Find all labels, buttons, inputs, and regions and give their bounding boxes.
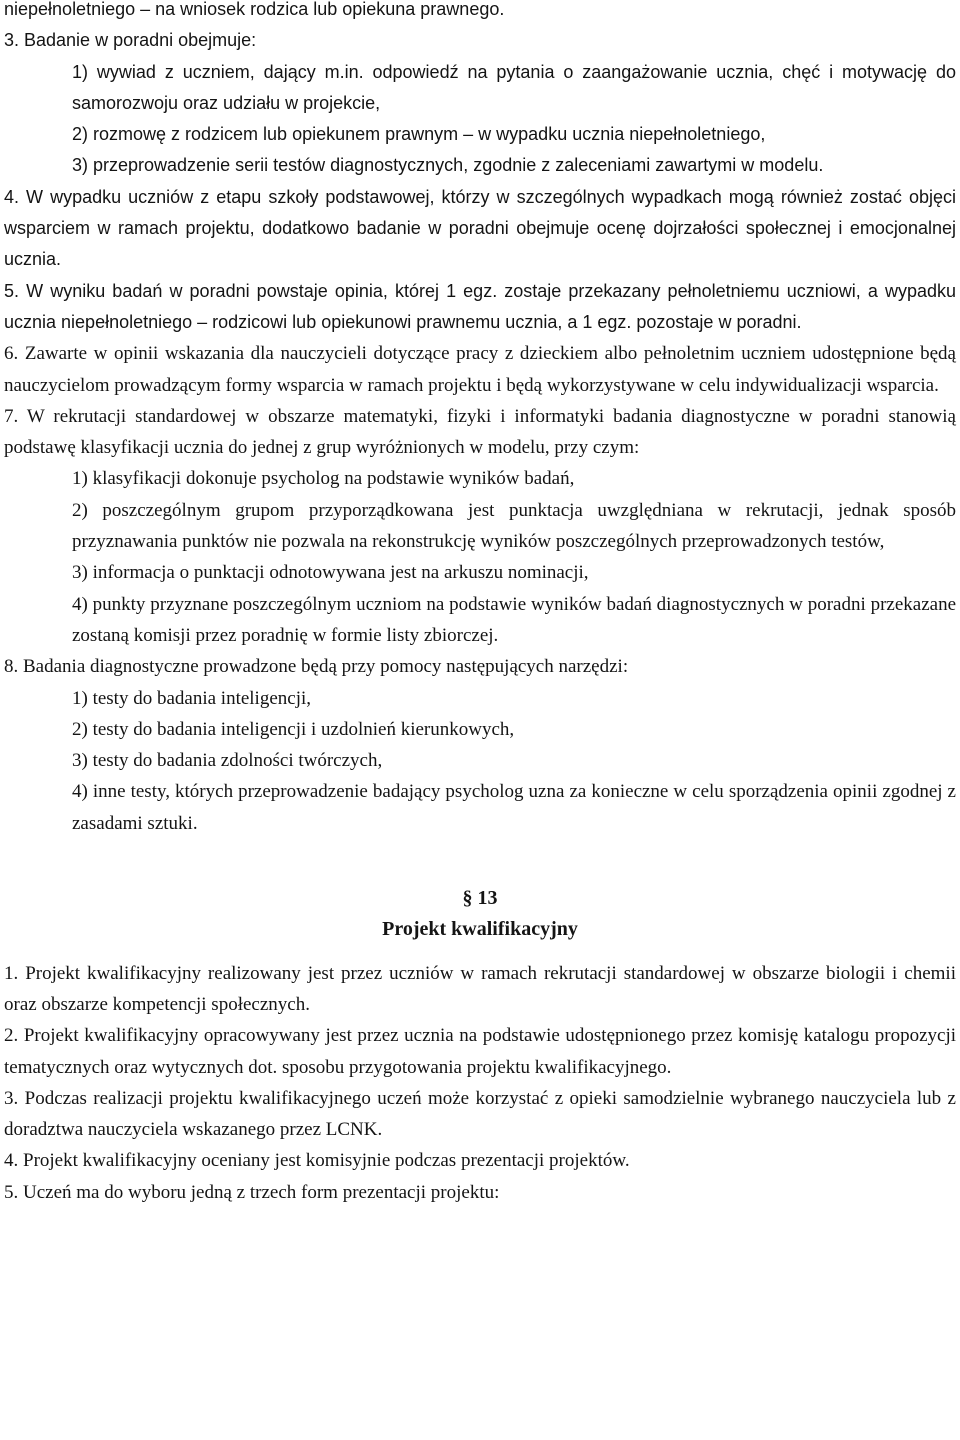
- paragraph-3-item-2: 2) rozmowę z rodzicem lub opiekunem prawnym – w wypadku ucznia niepełnoletniego,: [72, 124, 766, 145]
- section-paragraph-1: 1. Projekt kwalifikacyjny realizowany jest przez uczniów w ramach rekrutacji standardowej w obszarze biologii i chemii oraz obszarze kompetencji społecznych.: [4, 962, 956, 1015]
- paragraph-7-item-4: 4) punkty przyznane poszczególnym uczniom na podstawie wyników badań diagnostycznych w poradni przekazane zostaną komisji przez poradnię w formie listy zbiorczej.: [72, 593, 956, 646]
- document-page: [4, 0, 956, 1208]
- section-paragraph-5: 5. Uczeń ma do wyboru jedną z trzech form prezentacji projektu:: [4, 1181, 500, 1203]
- paragraph-3-item-3: 3) przeprowadzenie serii testów diagnostycznych, zgodnie z zaleceniami zawartymi w modelu.: [72, 155, 824, 176]
- paragraph-8: 8. Badania diagnostyczne prowadzone będą przy pomocy następujących narzędzi:: [4, 656, 629, 678]
- paragraph-7-item-2: 2) poszczególnym grupom przyporządkowana jest punktacja uwzględniana w rekrutacji, jednak sposób przyznawania punktów nie pozwala na rekonstrukcję wyników poszczególnych przeprowadzonych testów,: [72, 499, 956, 553]
- paragraph-7-item-3: 3) informacja o punktacji odnotowywana jest na arkuszu nominacji,: [72, 562, 589, 584]
- paragraph-7: 7. W rekrutacji standardowej w obszarze matematyki, fizyki i informatyki badania diagnostyczne w poradni stanowią podstawę klasyfikacji ucznia do jednej z grup wyróżnionych w modelu, przy czym:: [4, 405, 956, 459]
- section-spacer: [4, 839, 956, 883]
- section-paragraph-3: 3. Podczas realizacji projektu kwalifikacyjnego uczeń może korzystać z opieki samodzielnie wybranego nauczyciela lub z doradztwa nauczyciela wskazanego przez LCNK.: [4, 1087, 956, 1141]
- paragraph-7-item-1: 1) klasyfikacji dokonuje psycholog na podstawie wyników badań,: [72, 468, 575, 490]
- heading-spacer: [4, 946, 956, 958]
- paragraph-5: 5. W wyniku badań w poradni powstaje opinia, której 1 egz. zostaje przekazany pełnoletniemu uczniowi, a wypadku ucznia niepełnoletniego – rodzicowi lub opiekunowi prawnemu ucznia, a 1 egz. pozostaje w poradni.: [4, 280, 956, 332]
- paragraph-4: 4. W wypadku uczniów z etapu szkoły podstawowej, którzy w szczególnych wypadkach mogą również zostać objęci wsparciem w ramach projektu, dodatkowo badanie w poradni obejmuje ocenę dojrzałości społecznej i emocjonalnej ucznia.: [4, 186, 956, 270]
- section-paragraph-4: 4. Projekt kwalifikacyjny oceniany jest komisyjnie podczas prezentacji projektów.: [4, 1150, 630, 1172]
- paragraph-8-item-2: 2) testy do badania inteligencji i uzdolnień kierunkowych,: [72, 718, 515, 740]
- continued-line: niepełnoletniego – na wniosek rodzica lub opiekuna prawnego.: [4, 0, 505, 19]
- section-paragraph-2: 2. Projekt kwalifikacyjny opracowywany jest przez ucznia na podstawie udostępnionego przez komisję katalogu propozycji tematycznych oraz wytycznych dot. sposobu przygotowania projektu kwalifikacyjnego.: [4, 1025, 956, 1078]
- section-number: § 13: [462, 887, 498, 910]
- section-title: Projekt kwalifikacyjny: [382, 918, 578, 941]
- paragraph-6: 6. Zawarte w opinii wskazania dla nauczycieli dotyczące pracy z dzieckiem albo pełnoletnim uczniem udostępnione będą nauczycielom prowadzącym formy wsparcia w ramach projektu i będą wykorzystywane w celu indywidualizacji wsparcia.: [4, 343, 956, 396]
- paragraph-8-item-4: 4) inne testy, których przeprowadzenie badający psycholog uzna za konieczne w celu sporządzenia opinii zgodnej z zasadami sztuki.: [72, 781, 956, 834]
- paragraph-8-item-3: 3) testy do badania zdolności twórczych,: [72, 750, 383, 772]
- paragraph-3-item-1: 1) wywiad z uczniem, dający m.in. odpowiedź na pytania o zaangażowanie ucznia, chęć i motywację do samorozwoju oraz udziału w projekcie,: [72, 61, 956, 113]
- paragraph-3: 3. Badanie w poradni obejmuje:: [4, 30, 257, 51]
- paragraph-8-item-1: 1) testy do badania inteligencji,: [72, 687, 312, 709]
